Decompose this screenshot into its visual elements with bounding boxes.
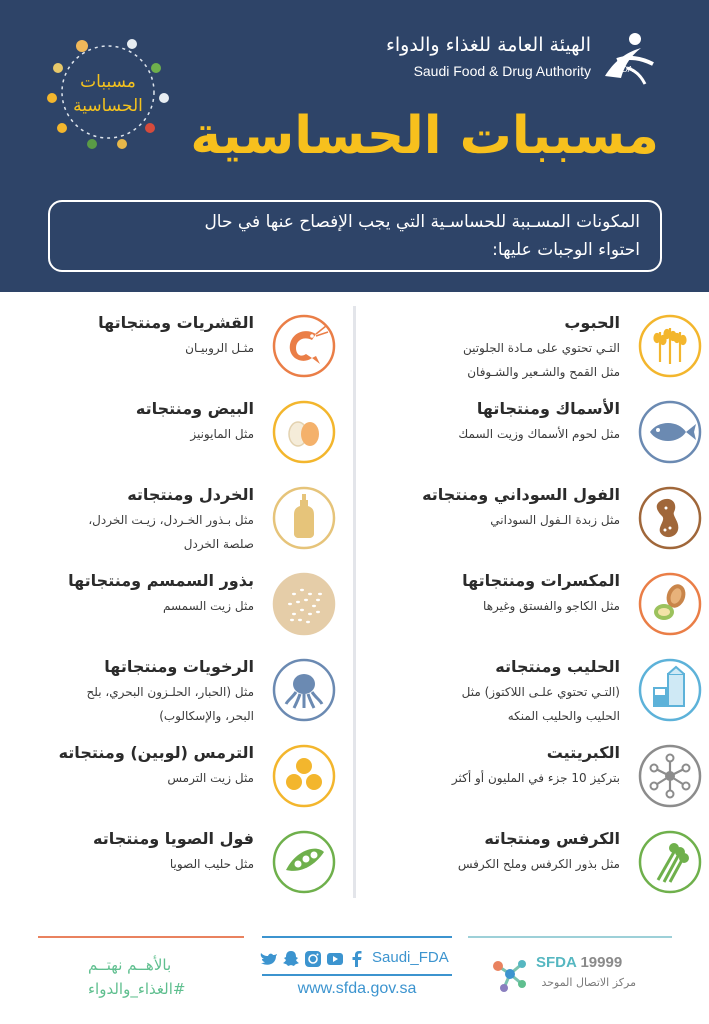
- allergen-description: مثل زيت السمسم: [162, 599, 254, 613]
- allergen-title: القشريات ومنتجاتها: [98, 313, 254, 332]
- egg-icon: [272, 400, 336, 464]
- allergen-item: [0, 736, 336, 816]
- badge-line2: الحساسية: [73, 96, 143, 116]
- intro-box: [48, 200, 662, 272]
- youtube-icon[interactable]: [326, 950, 344, 968]
- allergen-item: [362, 478, 702, 558]
- allergen-title: فول الصويا ومنتجاته: [93, 829, 254, 848]
- allergen-text: [0, 740, 254, 790]
- call-center-digits[interactable]: 19999: [580, 954, 623, 971]
- allergen-title: الحليب ومنتجاته: [495, 657, 620, 676]
- facebook-icon[interactable]: [348, 950, 366, 968]
- fish-icon: [638, 400, 702, 464]
- allergen-description: مثل الكاجو والفستق وغيرها: [483, 599, 620, 613]
- allergen-title: بذور السمسم ومنتجاتها: [68, 571, 254, 590]
- allergen-title: الخردل ومنتجاته: [127, 485, 254, 504]
- allergen-item: [0, 650, 336, 730]
- allergen-item: [362, 564, 702, 644]
- call-center-brand: SFDA: [536, 954, 577, 971]
- column-divider: [353, 306, 356, 898]
- allergen-description: مثل زبدة الـفول السوداني: [490, 513, 620, 527]
- allergen-text: [362, 568, 620, 618]
- soybean-icon: [272, 830, 336, 894]
- footer-divider-middle: [262, 936, 452, 938]
- badge-ring: [42, 32, 174, 152]
- footer-hashtag[interactable]: #الغذاء_والدواء: [88, 980, 186, 998]
- allergen-item: [362, 392, 702, 472]
- allergen-text: [362, 740, 620, 790]
- allergen-description: مثل لحوم الأسماك وزيت السمك: [458, 427, 620, 441]
- allergen-item: [362, 306, 702, 386]
- allergen-description: مثل القمح والشـعير والشـوفان: [467, 365, 620, 379]
- allergen-text: [362, 826, 620, 876]
- svg-text:SFDA: SFDA: [611, 65, 633, 74]
- instagram-icon[interactable]: [304, 950, 322, 968]
- allergen-description: (التـي تحتوي علـى اللاكتوز) مثل: [461, 685, 620, 699]
- allergen-description: البحر، والإسكالوب): [159, 709, 254, 723]
- nuts-icon: [638, 572, 702, 636]
- allergen-item: [0, 564, 336, 644]
- allergen-description: بتركيز 10 جزء في المليون أو أكثر: [451, 771, 620, 785]
- social-handle[interactable]: Saudi_FDA: [372, 949, 449, 966]
- allergen-title: الكرفس ومنتجاته: [484, 829, 620, 848]
- mustard-icon: [272, 486, 336, 550]
- sfda-mark-icon: [597, 30, 659, 86]
- molecule-icon: [638, 744, 702, 808]
- wheat-icon: [638, 314, 702, 378]
- peanut-icon: [638, 486, 702, 550]
- allergen-item: [362, 822, 702, 902]
- allergen-description: التـي تحتوي على مـادة الجلوتين: [462, 341, 620, 355]
- allergen-title: البيض ومنتجاته: [135, 399, 254, 418]
- allergen-title: الأسماك ومنتجاتها: [476, 399, 620, 418]
- call-center: [488, 950, 648, 1000]
- allergen-text: [0, 654, 254, 728]
- allergen-description: مثل (الحبار، الحلـزون البحري، بلح: [86, 685, 254, 699]
- footer-slogan: بالأهــم نهتــم: [88, 956, 172, 974]
- allergen-title: المكسرات ومنتجاتها: [462, 571, 620, 590]
- shrimp-icon: [272, 314, 336, 378]
- allergen-title: الحبوب: [564, 313, 620, 332]
- allergen-text: [362, 654, 620, 728]
- allergen-text: [362, 310, 620, 384]
- page-title: مسببات الحساسية: [190, 106, 659, 166]
- footer-divider-right: [468, 936, 672, 938]
- allergen-item: [362, 736, 702, 816]
- allergen-description: مثـل الروبيـان: [185, 341, 254, 355]
- allergen-description: مثل بـذور الخـردل، زيـت الخردل،: [88, 513, 254, 527]
- badge-line1: مسببات: [80, 72, 136, 92]
- allergen-item: [0, 822, 336, 902]
- celery-icon: [638, 830, 702, 894]
- call-center-network-icon: [488, 952, 532, 996]
- allergen-title: الترمس (لوبين) ومنتجاته: [58, 743, 254, 762]
- allergen-text: [0, 396, 254, 446]
- allergen-description: مثل حليب الصويا: [169, 857, 254, 871]
- milk-icon: [638, 658, 702, 722]
- allergen-text: [0, 310, 254, 360]
- social-underline: [262, 974, 452, 976]
- allergen-text: [362, 396, 620, 446]
- allergen-item: [0, 306, 336, 386]
- intro-line-1: المكونات المسـببة للحساسـية التي يجب الإفصاح عنها في حال: [204, 212, 640, 232]
- octopus-icon: [272, 658, 336, 722]
- logo-english-name: Saudi Food & Drug Authority: [413, 63, 591, 79]
- allergen-title: الفول السوداني ومنتجاته: [422, 485, 620, 504]
- intro-line-2: احتواء الوجبات عليها:: [492, 240, 640, 260]
- allergen-text: [0, 482, 254, 556]
- allergen-description: مثل زيت الترمس: [167, 771, 254, 785]
- allergens-badge: [42, 32, 174, 152]
- allergen-text: [0, 826, 254, 876]
- allergen-item: [0, 478, 336, 558]
- allergen-text: [362, 482, 620, 532]
- allergen-title: الرخويات ومنتجاتها: [104, 657, 254, 676]
- lupin-icon: [272, 744, 336, 808]
- social-links: [260, 948, 450, 972]
- sesame-icon: [272, 572, 336, 636]
- allergen-title: الكبريتيت: [546, 743, 620, 762]
- allergen-description: الحليب والحليب المنكه: [507, 709, 620, 723]
- call-center-number: [536, 954, 622, 971]
- website-link[interactable]: www.sfda.gov.sa: [297, 980, 417, 997]
- sfda-logo: [339, 30, 659, 90]
- call-center-label: مركز الاتصال الموحد: [541, 976, 636, 989]
- allergen-item: [0, 392, 336, 472]
- header-banner: [0, 0, 709, 292]
- twitter-icon[interactable]: [260, 950, 278, 968]
- allergen-text: [0, 568, 254, 618]
- allergen-item: [362, 650, 702, 730]
- allergen-description: مثل المايونيز: [190, 427, 254, 441]
- footer-divider-left: [38, 936, 244, 938]
- snapchat-icon[interactable]: [282, 950, 300, 968]
- logo-arabic-name: الهيئة العامة للغذاء والدواء: [385, 34, 591, 56]
- allergen-description: صلصة الخردل: [183, 537, 254, 551]
- allergen-description: مثل بذور الكرفس وملح الكرفس: [457, 857, 620, 871]
